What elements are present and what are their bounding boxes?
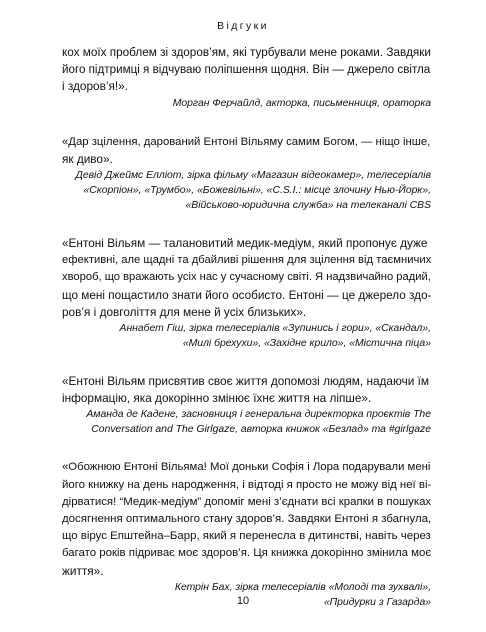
quote-line: що вірус Епштейна–Барр, який я перенесла в дитинстві, навіть через xyxy=(62,530,431,543)
attribution-line: Девід Джеймс Елліот, зірка фільму «Магазин відеокамер», телесеріалів xyxy=(75,170,431,182)
quote-line: його книжку на день народження, і відтоді я просто не можу від неї ві- xyxy=(62,478,432,491)
quote-line: кох моїх проблем зі здоров’ям, які турбували мене роками. Завдяки xyxy=(62,46,431,59)
testimonial-quote xyxy=(62,235,431,321)
page-number: 10 xyxy=(236,595,250,607)
quote-line: дірватися! “Медик-медіум” допоміг мені з’єднати всі крапки в пошуках xyxy=(62,495,432,508)
quote-line: досягнення оптимального стану здоров’я. Завдяки Ентоні я збагнула, xyxy=(62,513,432,526)
testimonial-quote xyxy=(62,134,431,168)
testimonial-quote xyxy=(62,459,431,579)
testimonial xyxy=(62,459,431,609)
testimonial xyxy=(62,373,431,437)
testimonials-list xyxy=(62,44,431,632)
testimonial-attribution xyxy=(62,168,431,213)
quote-line: хвороб, що вражають усіх нас у сучасному світі. Я надзвичайно радий, xyxy=(62,271,431,284)
testimonial-attribution xyxy=(62,321,431,351)
quote-line: ефективні, але щадні та дбайливі рішення для зцілення від таємничих xyxy=(62,254,432,267)
quote-line: «Дар зцілення, дарований Ентоні Вільяму самим Богом, — ніщо інше, xyxy=(62,135,431,148)
quote-line: інформацію, яка докорінно змінює їхнє життя на ліпше». xyxy=(62,391,372,406)
testimonial-quote xyxy=(62,44,431,96)
attribution-line: «Милі брехухи», «Західне крило», «Містична піца» xyxy=(182,338,431,350)
running-head-title: Відгуки xyxy=(217,20,269,32)
quote-line: і здоров’я!». xyxy=(62,79,129,94)
quote-line: «Ентоні Вільям присвятив своє життя допомозі людям, надаючи їм xyxy=(62,374,429,389)
testimonial xyxy=(62,44,431,111)
attribution-line: «Скорпіон», «Трумбо», «Божевільні», «C.S.I.: місце злочину Нью-Йорк», xyxy=(83,185,431,197)
quote-line: що мені пощастило знати його особисто. Ентоні — це джерело здо- xyxy=(62,288,432,302)
quote-line: багато років підриває моє здоров’я. Ця книжка докорінно змінила моє xyxy=(62,547,432,560)
attribution-line: Кетрін Бах, зірка телесеріалів «Молоді та зухвалі», xyxy=(174,581,431,593)
attribution-line: Аманда де Кадене, засновниця і генеральна директорка проєктів The xyxy=(86,409,431,421)
attribution-line: «Придурки з Газарда» xyxy=(323,596,431,608)
testimonial-quote xyxy=(62,373,431,407)
attribution-line: Аннабет Гіш, зірка телесеріалів «Зупинись і гори», «Скандал», xyxy=(119,323,431,335)
attribution-line: Conversation and The Girlgaze, авторка книжок «Безлад» та #girlgaze xyxy=(91,424,431,436)
quote-line: життя». xyxy=(62,563,104,578)
attribution-line: «Військово-юридична служба» на телеканалі CBS xyxy=(185,200,431,212)
quote-line: «Ентоні Вільям — талановитий медик-медіум, який пропонує дуже xyxy=(62,236,428,251)
testimonial xyxy=(62,134,431,213)
quote-line: як диво». xyxy=(62,151,113,166)
testimonial-attribution xyxy=(62,407,431,437)
quote-line: його підтримці я відчуваю поліпшення щодня. Він — джерело світла xyxy=(62,63,431,77)
quote-line: «Обожнюю Ентоні Вільяма! Мої доньки Софія і Лора подарували мені xyxy=(62,461,431,474)
testimonial-attribution xyxy=(62,96,431,111)
testimonial xyxy=(62,235,431,351)
attribution-line: Морган Ферчайлд, акторка, письменниця, ораторка xyxy=(172,97,431,109)
quote-line: ров’я і довголіття для мене й усіх близьких». xyxy=(62,304,307,319)
